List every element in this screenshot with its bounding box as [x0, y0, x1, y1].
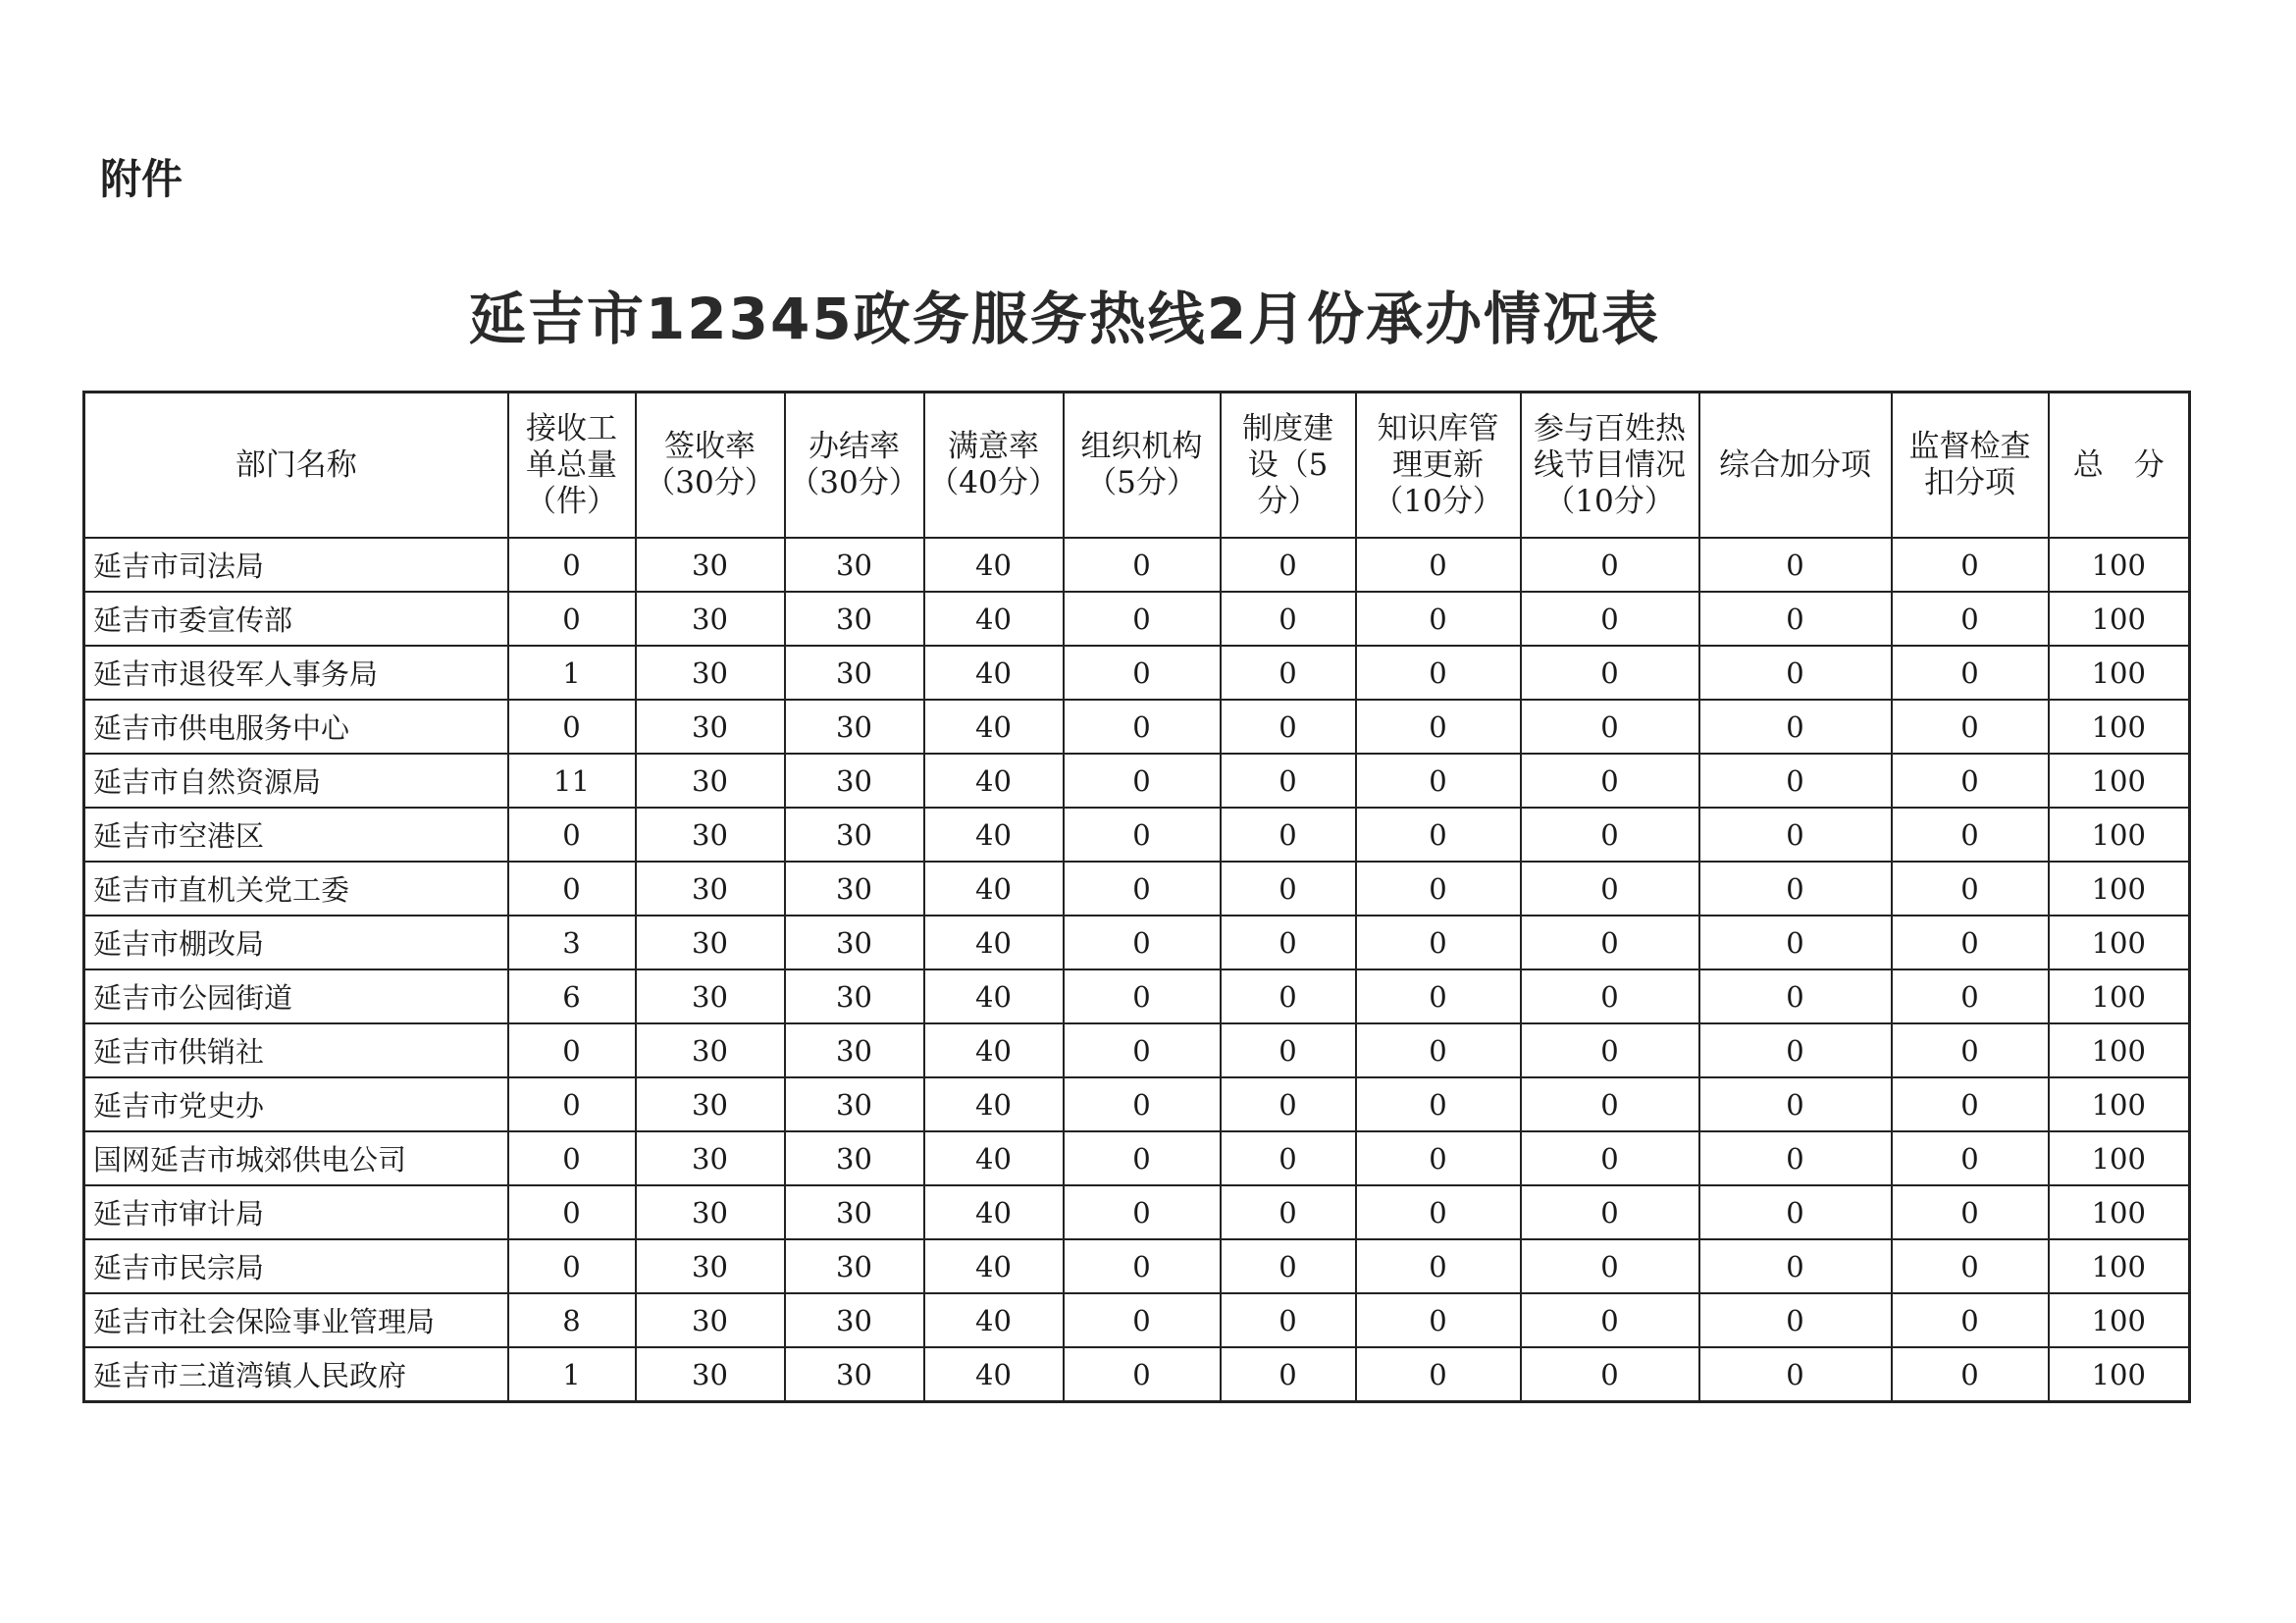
deduction-points-cell: 0	[1892, 916, 2049, 969]
header-line: 总 分	[2072, 446, 2165, 483]
department-name-cell: 延吉市供电服务中心	[84, 700, 508, 754]
deduction-points-cell: 0	[1892, 1077, 2049, 1131]
table-row	[84, 1131, 2190, 1185]
deduction-points-cell: 0	[1892, 592, 2049, 646]
total-tickets-cell: 8	[508, 1293, 636, 1347]
system-building-cell: 0	[1221, 862, 1356, 916]
hotline-program-cell: 0	[1521, 969, 1699, 1023]
total-tickets-cell: 0	[508, 1239, 636, 1293]
organization-cell: 0	[1064, 538, 1221, 592]
bonus-points-cell: 0	[1699, 592, 1892, 646]
satisfaction-rate-cell: 40	[924, 538, 1064, 592]
header-line: 理更新	[1392, 446, 1484, 483]
acceptance-rate-cell: 30	[636, 646, 785, 700]
deduction-points-cell: 0	[1892, 1185, 2049, 1239]
bonus-points-cell: 0	[1699, 1023, 1892, 1077]
total-score-cell: 100	[2049, 808, 2190, 862]
acceptance-rate-cell: 30	[636, 862, 785, 916]
organization-cell: 0	[1064, 916, 1221, 969]
knowledge-base-cell: 0	[1356, 1239, 1521, 1293]
satisfaction-rate-cell: 40	[924, 1347, 1064, 1402]
header-total-tickets	[508, 393, 636, 539]
satisfaction-rate-cell: 40	[924, 700, 1064, 754]
total-tickets-cell: 0	[508, 592, 636, 646]
organization-cell: 0	[1064, 754, 1221, 808]
header-line: 线节目情况	[1534, 446, 1686, 483]
department-name-cell: 国网延吉市城郊供电公司	[84, 1131, 508, 1185]
header-total-score	[2049, 393, 2190, 539]
header-line: 制度建	[1242, 410, 1333, 446]
system-building-cell: 0	[1221, 1239, 1356, 1293]
total-tickets-cell: 1	[508, 1347, 636, 1402]
system-building-cell: 0	[1221, 1347, 1356, 1402]
total-score-cell: 100	[2049, 1185, 2190, 1239]
acceptance-rate-cell: 30	[636, 592, 785, 646]
organization-cell: 0	[1064, 1185, 1221, 1239]
knowledge-base-cell: 0	[1356, 754, 1521, 808]
table-row	[84, 700, 2190, 754]
department-name-cell: 延吉市党史办	[84, 1077, 508, 1131]
completion-rate-cell: 30	[785, 754, 924, 808]
acceptance-rate-cell: 30	[636, 1293, 785, 1347]
acceptance-rate-cell: 30	[636, 1131, 785, 1185]
header-line: 满意率	[948, 429, 1039, 464]
knowledge-base-cell: 0	[1356, 646, 1521, 700]
deduction-points-cell: 0	[1892, 1023, 2049, 1077]
attachment-label: 附件	[100, 155, 183, 203]
organization-cell: 0	[1064, 1239, 1221, 1293]
total-score-cell: 100	[2049, 916, 2190, 969]
deduction-points-cell: 0	[1892, 969, 2049, 1023]
completion-rate-cell: 30	[785, 808, 924, 862]
department-name-cell: 延吉市退役军人事务局	[84, 646, 508, 700]
hotline-program-cell: 0	[1521, 700, 1699, 754]
total-score-cell: 100	[2049, 1023, 2190, 1077]
total-score-cell: 100	[2049, 1077, 2190, 1131]
completion-rate-cell: 30	[785, 538, 924, 592]
bonus-points-cell: 0	[1699, 1131, 1892, 1185]
system-building-cell: 0	[1221, 1293, 1356, 1347]
system-building-cell: 0	[1221, 808, 1356, 862]
satisfaction-rate-cell: 40	[924, 592, 1064, 646]
hotline-program-cell: 0	[1521, 1347, 1699, 1402]
acceptance-rate-cell: 30	[636, 754, 785, 808]
bonus-points-cell: 0	[1699, 1077, 1892, 1131]
header-line: 知识库管	[1377, 410, 1499, 446]
system-building-cell: 0	[1221, 592, 1356, 646]
total-score-cell: 100	[2049, 1131, 2190, 1185]
system-building-cell: 0	[1221, 1077, 1356, 1131]
hotline-program-cell: 0	[1521, 1023, 1699, 1077]
acceptance-rate-cell: 30	[636, 538, 785, 592]
table-row	[84, 862, 2190, 916]
hotline-program-cell: 0	[1521, 862, 1699, 916]
header-line: （30分）	[645, 465, 775, 500]
total-score-cell: 100	[2049, 592, 2190, 646]
department-name-cell: 延吉市供销社	[84, 1023, 508, 1077]
knowledge-base-cell: 0	[1356, 1077, 1521, 1131]
knowledge-base-cell: 0	[1356, 592, 1521, 646]
total-tickets-cell: 0	[508, 808, 636, 862]
header-knowledge-base	[1356, 393, 1521, 539]
header-line: 单总量	[526, 446, 617, 483]
completion-rate-cell: 30	[785, 1185, 924, 1239]
table-row	[84, 646, 2190, 700]
system-building-cell: 0	[1221, 1131, 1356, 1185]
header-system-building	[1221, 393, 1356, 539]
bonus-points-cell: 0	[1699, 754, 1892, 808]
system-building-cell: 0	[1221, 1185, 1356, 1239]
header-line: 设（5	[1247, 446, 1329, 483]
header-line: 组织机构	[1080, 429, 1203, 464]
table-row	[84, 592, 2190, 646]
system-building-cell: 0	[1221, 1023, 1356, 1077]
organization-cell: 0	[1064, 592, 1221, 646]
bonus-points-cell: 0	[1699, 646, 1892, 700]
department-name-cell: 延吉市委宣传部	[84, 592, 508, 646]
satisfaction-rate-cell: 40	[924, 916, 1064, 969]
completion-rate-cell: 30	[785, 592, 924, 646]
knowledge-base-cell: 0	[1356, 1023, 1521, 1077]
acceptance-rate-cell: 30	[636, 1347, 785, 1402]
department-name-cell: 延吉市民宗局	[84, 1239, 508, 1293]
table-row	[84, 1023, 2190, 1077]
total-tickets-cell: 0	[508, 1185, 636, 1239]
knowledge-base-cell: 0	[1356, 538, 1521, 592]
knowledge-base-cell: 0	[1356, 1185, 1521, 1239]
hotline-program-cell: 0	[1521, 1293, 1699, 1347]
total-tickets-cell: 3	[508, 916, 636, 969]
deduction-points-cell: 0	[1892, 862, 2049, 916]
bonus-points-cell: 0	[1699, 969, 1892, 1023]
satisfaction-rate-cell: 40	[924, 969, 1064, 1023]
bonus-points-cell: 0	[1699, 1293, 1892, 1347]
table-row	[84, 538, 2190, 592]
header-hotline-program	[1521, 393, 1699, 539]
bonus-points-cell: 0	[1699, 700, 1892, 754]
header-line: （5分）	[1086, 465, 1197, 500]
acceptance-rate-cell: 30	[636, 1077, 785, 1131]
completion-rate-cell: 30	[785, 1023, 924, 1077]
document-title: 延吉市12345政务服务热线2月份承办情况表	[468, 286, 1661, 352]
header-line: 参与百姓热	[1534, 410, 1686, 446]
total-tickets-cell: 0	[508, 1077, 636, 1131]
total-score-cell: 100	[2049, 1239, 2190, 1293]
header-line: 扣分项	[1924, 465, 2015, 500]
hotline-program-cell: 0	[1521, 1185, 1699, 1239]
satisfaction-rate-cell: 40	[924, 1023, 1064, 1077]
knowledge-base-cell: 0	[1356, 916, 1521, 969]
knowledge-base-cell: 0	[1356, 1131, 1521, 1185]
acceptance-rate-cell: 30	[636, 700, 785, 754]
department-name-cell: 延吉市直机关党工委	[84, 862, 508, 916]
organization-cell: 0	[1064, 646, 1221, 700]
hotline-program-cell: 0	[1521, 916, 1699, 969]
header-line: 分）	[1257, 483, 1319, 519]
organization-cell: 0	[1064, 1293, 1221, 1347]
hotline-program-cell: 0	[1521, 1077, 1699, 1131]
completion-rate-cell: 30	[785, 862, 924, 916]
knowledge-base-cell: 0	[1356, 808, 1521, 862]
satisfaction-rate-cell: 40	[924, 646, 1064, 700]
bonus-points-cell: 0	[1699, 916, 1892, 969]
department-name-cell: 延吉市司法局	[84, 538, 508, 592]
hotline-program-cell: 0	[1521, 808, 1699, 862]
knowledge-base-cell: 0	[1356, 700, 1521, 754]
header-line: （10分）	[1373, 483, 1503, 519]
header-line: （30分）	[789, 465, 919, 500]
header-line: 监督检查	[1908, 429, 2031, 464]
organization-cell: 0	[1064, 700, 1221, 754]
acceptance-rate-cell: 30	[636, 1185, 785, 1239]
system-building-cell: 0	[1221, 916, 1356, 969]
total-tickets-cell: 0	[508, 1023, 636, 1077]
total-tickets-cell: 0	[508, 862, 636, 916]
deduction-points-cell: 0	[1892, 808, 2049, 862]
total-tickets-cell: 11	[508, 754, 636, 808]
table-row	[84, 1347, 2190, 1402]
table-row	[84, 1239, 2190, 1293]
bonus-points-cell: 0	[1699, 1239, 1892, 1293]
system-building-cell: 0	[1221, 700, 1356, 754]
organization-cell: 0	[1064, 1131, 1221, 1185]
header-line: 办结率	[809, 429, 900, 464]
bonus-points-cell: 0	[1699, 808, 1892, 862]
bonus-points-cell: 0	[1699, 1185, 1892, 1239]
knowledge-base-cell: 0	[1356, 1293, 1521, 1347]
hotline-program-cell: 0	[1521, 754, 1699, 808]
satisfaction-rate-cell: 40	[924, 808, 1064, 862]
satisfaction-rate-cell: 40	[924, 1185, 1064, 1239]
total-score-cell: 100	[2049, 862, 2190, 916]
department-name-cell: 延吉市审计局	[84, 1185, 508, 1239]
system-building-cell: 0	[1221, 538, 1356, 592]
department-name-cell: 延吉市自然资源局	[84, 754, 508, 808]
header-line: 签收率	[664, 429, 756, 464]
header-line: （40分）	[928, 465, 1059, 500]
completion-rate-cell: 30	[785, 916, 924, 969]
completion-rate-cell: 30	[785, 1239, 924, 1293]
header-line: （件）	[526, 483, 617, 519]
header-line: 综合加分项	[1719, 446, 1871, 483]
total-tickets-cell: 6	[508, 969, 636, 1023]
satisfaction-rate-cell: 40	[924, 1239, 1064, 1293]
acceptance-rate-cell: 30	[636, 969, 785, 1023]
deduction-points-cell: 0	[1892, 646, 2049, 700]
total-score-cell: 100	[2049, 1347, 2190, 1402]
hotline-program-cell: 0	[1521, 1239, 1699, 1293]
total-score-cell: 100	[2049, 754, 2190, 808]
table-row	[84, 916, 2190, 969]
header-department-name	[84, 393, 508, 539]
table-body	[84, 538, 2190, 1402]
total-score-cell: 100	[2049, 700, 2190, 754]
department-name-cell: 延吉市社会保险事业管理局	[84, 1293, 508, 1347]
deduction-points-cell: 0	[1892, 1131, 2049, 1185]
header-line: 部门名称	[235, 446, 357, 483]
header-bonus-points	[1699, 393, 1892, 539]
table-row	[84, 754, 2190, 808]
organization-cell: 0	[1064, 969, 1221, 1023]
completion-rate-cell: 30	[785, 1293, 924, 1347]
header-acceptance-rate	[636, 393, 785, 539]
completion-rate-cell: 30	[785, 1131, 924, 1185]
satisfaction-rate-cell: 40	[924, 754, 1064, 808]
bonus-points-cell: 0	[1699, 862, 1892, 916]
header-completion-rate	[785, 393, 924, 539]
hotline-program-cell: 0	[1521, 592, 1699, 646]
total-tickets-cell: 0	[508, 538, 636, 592]
bonus-points-cell: 0	[1699, 1347, 1892, 1402]
hotline-program-cell: 0	[1521, 1131, 1699, 1185]
system-building-cell: 0	[1221, 646, 1356, 700]
deduction-points-cell: 0	[1892, 1293, 2049, 1347]
satisfaction-rate-cell: 40	[924, 1131, 1064, 1185]
header-deduction-points	[1892, 393, 2049, 539]
hotline-program-cell: 0	[1521, 538, 1699, 592]
total-score-cell: 100	[2049, 969, 2190, 1023]
acceptance-rate-cell: 30	[636, 1239, 785, 1293]
header-organization	[1064, 393, 1221, 539]
table-row	[84, 1077, 2190, 1131]
total-tickets-cell: 1	[508, 646, 636, 700]
report-table	[82, 391, 2191, 1403]
deduction-points-cell: 0	[1892, 754, 2049, 808]
organization-cell: 0	[1064, 808, 1221, 862]
table-row	[84, 808, 2190, 862]
header-satisfaction-rate	[924, 393, 1064, 539]
hotline-program-cell: 0	[1521, 646, 1699, 700]
header-row	[84, 393, 2190, 539]
organization-cell: 0	[1064, 862, 1221, 916]
table-row	[84, 969, 2190, 1023]
total-score-cell: 100	[2049, 646, 2190, 700]
system-building-cell: 0	[1221, 969, 1356, 1023]
satisfaction-rate-cell: 40	[924, 1077, 1064, 1131]
deduction-points-cell: 0	[1892, 538, 2049, 592]
total-score-cell: 100	[2049, 1293, 2190, 1347]
completion-rate-cell: 30	[785, 700, 924, 754]
department-name-cell: 延吉市棚改局	[84, 916, 508, 969]
total-tickets-cell: 0	[508, 1131, 636, 1185]
table-row	[84, 1185, 2190, 1239]
completion-rate-cell: 30	[785, 969, 924, 1023]
completion-rate-cell: 30	[785, 1347, 924, 1402]
satisfaction-rate-cell: 40	[924, 862, 1064, 916]
knowledge-base-cell: 0	[1356, 969, 1521, 1023]
organization-cell: 0	[1064, 1023, 1221, 1077]
total-tickets-cell: 0	[508, 700, 636, 754]
table-row	[84, 1293, 2190, 1347]
deduction-points-cell: 0	[1892, 1347, 2049, 1402]
satisfaction-rate-cell: 40	[924, 1293, 1064, 1347]
deduction-points-cell: 0	[1892, 700, 2049, 754]
completion-rate-cell: 30	[785, 646, 924, 700]
header-line: （10分）	[1544, 483, 1675, 519]
acceptance-rate-cell: 30	[636, 916, 785, 969]
department-name-cell: 延吉市三道湾镇人民政府	[84, 1347, 508, 1402]
system-building-cell: 0	[1221, 754, 1356, 808]
bonus-points-cell: 0	[1699, 538, 1892, 592]
department-name-cell: 延吉市公园街道	[84, 969, 508, 1023]
acceptance-rate-cell: 30	[636, 1023, 785, 1077]
organization-cell: 0	[1064, 1077, 1221, 1131]
completion-rate-cell: 30	[785, 1077, 924, 1131]
organization-cell: 0	[1064, 1347, 1221, 1402]
knowledge-base-cell: 0	[1356, 862, 1521, 916]
total-score-cell: 100	[2049, 538, 2190, 592]
deduction-points-cell: 0	[1892, 1239, 2049, 1293]
header-line: 接收工	[526, 410, 617, 446]
acceptance-rate-cell: 30	[636, 808, 785, 862]
department-name-cell: 延吉市空港区	[84, 808, 508, 862]
knowledge-base-cell: 0	[1356, 1347, 1521, 1402]
